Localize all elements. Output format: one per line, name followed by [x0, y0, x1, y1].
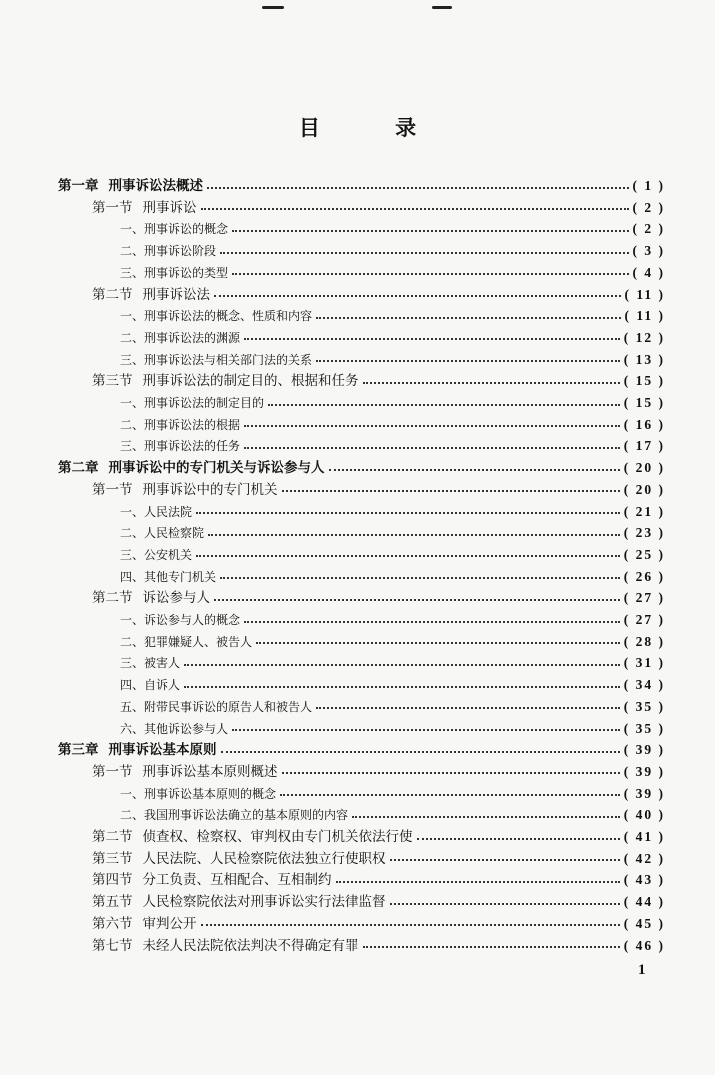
toc-entry-section [92, 371, 665, 391]
toc-entry-number: 四、 [120, 569, 145, 584]
toc-entry-title: 诉讼参与人的概念 [144, 613, 241, 627]
toc-entry-page: ( 40 ) [623, 807, 665, 823]
toc-entry-title: 分工负责、互相配合、互相制约 [142, 872, 332, 889]
toc-entry-page: ( 27 ) [623, 590, 665, 606]
toc-entry-item [120, 263, 665, 283]
toc-entry-item [120, 415, 665, 435]
toc-entry-page: ( 39 ) [623, 763, 665, 779]
toc-entry-item [120, 436, 665, 456]
toc-entry-number: 二、 [120, 244, 145, 259]
dot-leader [280, 794, 620, 796]
toc-entry-page: ( 21 ) [623, 503, 665, 519]
toc-entry-title: 刑事诉讼法与相关部门法的关系 [144, 352, 313, 367]
toc-entry-title: 刑事诉讼法的渊源 [144, 330, 241, 345]
toc-entry-title: 人民检察院依法对刑事诉讼实行法律监督 [142, 894, 386, 911]
dot-leader [390, 903, 620, 905]
toc-entry-title: 刑事诉讼的类型 [144, 265, 229, 280]
toc-entry-page: ( 25 ) [623, 546, 665, 562]
toc-entry-chapter [58, 176, 665, 196]
toc-entry-page: ( 2 ) [632, 199, 665, 215]
toc-entry-page: ( 45 ) [623, 915, 665, 931]
dot-leader [316, 360, 620, 362]
dot-leader [208, 534, 620, 536]
toc-entry-section [92, 285, 665, 305]
toc-entry-page: ( 11 ) [624, 286, 665, 302]
toc-entry-title: 刑事诉讼法的根据 [144, 417, 241, 432]
toc-entry-section [92, 849, 665, 869]
toc-entry-page: ( 27 ) [623, 612, 665, 627]
toc-entry-title: 刑事诉讼中的专门机关 [142, 481, 278, 498]
toc-entry-title: 人民法院 [144, 504, 193, 519]
toc-entry-title: 刑事诉讼中的专门机关与诉讼参与人 [108, 460, 325, 477]
dot-leader [232, 729, 620, 731]
toc-entry-page: ( 44 ) [623, 894, 665, 910]
dot-leader [244, 338, 620, 340]
toc-entry-page: ( 42 ) [623, 850, 665, 866]
toc-entry-title: 刑事诉讼 [142, 199, 197, 216]
toc-entry-item [120, 784, 665, 804]
toc-entry-title: 人民法院、人民检察院依法独立行使职权 [142, 850, 386, 867]
toc-entry-title: 自诉人 [144, 678, 181, 693]
dot-leader [184, 664, 620, 666]
toc-entry-section [92, 588, 665, 608]
toc-entry-number: 一、 [120, 613, 145, 627]
toc-entry-number: 第六节 [92, 915, 133, 932]
toc-entry-page: ( 13 ) [623, 351, 665, 367]
toc-entry-section [92, 936, 665, 956]
dot-leader [352, 816, 620, 818]
toc-entry-number: 三、 [120, 656, 145, 671]
toc-entry-page: ( 39 ) [623, 785, 665, 801]
toc-entry-page: ( 35 ) [623, 698, 665, 714]
toc-entry-title: 我国刑事诉讼法确立的基本原则的内容 [144, 808, 349, 823]
toc-entry-number: 二、 [120, 526, 145, 541]
toc-entry-number: 一、 [120, 396, 145, 410]
toc-entry-number: 三、 [120, 265, 145, 280]
toc-entry-title: 犯罪嫌疑人、被告人 [144, 634, 253, 649]
toc-entry-title: 刑事诉讼基本原则概述 [142, 763, 278, 780]
toc-entry-number: 第二章 [58, 460, 99, 477]
toc-entry-item [120, 653, 665, 673]
page-number: 1 [638, 962, 646, 978]
toc-entry-title: 审判公开 [142, 915, 197, 932]
toc-entry-number: 三、 [120, 547, 145, 562]
toc-entry-section [92, 198, 665, 218]
toc-entry-item [120, 219, 665, 239]
dot-leader [282, 772, 620, 774]
dot-leader [363, 946, 620, 948]
dot-leader [363, 382, 620, 384]
toc-entry-page: ( 28 ) [623, 633, 665, 649]
toc-entry-number: 第三节 [92, 850, 133, 867]
toc-entry-page: ( 31 ) [623, 655, 665, 671]
toc-entry-number: 一、 [120, 222, 145, 237]
toc-entry-section [92, 480, 665, 500]
toc-entry-title: 其他专门机关 [144, 569, 217, 584]
toc-entry-title: 诉讼参与人 [142, 590, 210, 607]
dot-leader [336, 881, 620, 883]
toc-entry-title: 人民检察院 [144, 526, 205, 541]
page-title: 目 录 [298, 116, 451, 140]
toc-entry-page: ( 1 ) [632, 178, 665, 193]
toc-entry-page: ( 39 ) [623, 742, 665, 758]
toc-entry-number: 第二节 [92, 829, 133, 845]
toc-entry-page: ( 20 ) [623, 460, 665, 476]
toc-entry-item [120, 393, 665, 413]
toc-entry-section [92, 914, 665, 934]
toc-entry-item [120, 306, 665, 326]
toc-entry-page: ( 15 ) [623, 395, 665, 410]
toc-entry-number: 第五节 [92, 894, 133, 911]
toc-entry-item [120, 350, 665, 370]
toc-entry-page: ( 26 ) [623, 568, 665, 584]
dot-leader [221, 751, 620, 753]
toc-entry-title: 公安机关 [144, 547, 193, 562]
toc-entry-page: ( 20 ) [623, 481, 665, 497]
toc-entry-number: 第三节 [92, 373, 133, 390]
toc-entry-page: ( 2 ) [632, 221, 665, 237]
toc-entry-chapter [58, 740, 665, 760]
dot-leader [417, 838, 620, 840]
dot-leader [232, 273, 628, 275]
toc-entry-page: ( 4 ) [632, 264, 665, 280]
toc-entry-item [120, 545, 665, 565]
toc-entry-number: 一、 [120, 786, 145, 801]
dot-leader [316, 317, 620, 319]
toc-entry-number: 三、 [120, 439, 145, 454]
dot-leader [329, 469, 620, 471]
dot-leader [244, 447, 620, 449]
toc-entry-page: ( 17 ) [623, 438, 665, 454]
toc-entry-number: 四、 [120, 678, 145, 693]
dot-leader [207, 187, 629, 189]
toc-entry-section [92, 827, 665, 847]
dot-leader [201, 208, 629, 210]
toc-entry-item [120, 567, 665, 587]
toc-entry-number: 一、 [120, 504, 145, 519]
toc-entry-item [120, 632, 665, 652]
toc-entry-title: 刑事诉讼的概念 [144, 222, 229, 237]
dot-leader [220, 577, 620, 579]
toc-entry-page: ( 43 ) [623, 872, 665, 888]
toc-entry-title: 刑事诉讼法 [142, 286, 210, 303]
toc-entry-title: 刑事诉讼基本原则的概念 [144, 786, 277, 801]
toc-entry-title: 附带民事诉讼的原告人和被告人 [144, 699, 313, 714]
toc-entry-section [92, 892, 665, 912]
toc-entry-number: 二、 [120, 330, 145, 345]
toc-entry-page: ( 35 ) [623, 720, 665, 736]
toc-entry-number: 一、 [120, 309, 145, 324]
toc-entry-page: ( 16 ) [623, 416, 665, 432]
toc-entry-number: 第二节 [92, 286, 133, 303]
toc-entry-page: ( 11 ) [624, 308, 665, 324]
dot-leader [244, 425, 620, 427]
dot-leader [201, 924, 620, 926]
toc-entry-title: 未经人民法院依法判决不得确定有罪 [142, 937, 359, 954]
toc-entry-page: ( 3 ) [632, 243, 665, 259]
dot-leader [268, 404, 620, 406]
toc-entry-page: ( 23 ) [623, 525, 665, 541]
dot-leader [282, 490, 620, 492]
toc-entry-item [120, 610, 665, 630]
toc-entry-number: 三、 [120, 352, 145, 367]
toc-entry-item [120, 241, 665, 261]
toc-entry-number: 第七节 [92, 937, 133, 954]
toc-entry-number: 第一章 [58, 178, 99, 194]
toc-entry-title: 刑事诉讼法的概念、性质和内容 [144, 309, 313, 324]
toc-entry-number: 第二节 [92, 590, 133, 607]
dot-leader [316, 707, 620, 709]
toc-entry-title: 刑事诉讼法的任务 [144, 439, 241, 454]
toc-entry-number: 二、 [120, 808, 145, 823]
toc-entry-item [120, 502, 665, 522]
toc-entry-section [92, 870, 665, 890]
toc-entry-number: 第一节 [92, 481, 133, 498]
toc-entry-title: 刑事诉讼阶段 [144, 244, 217, 259]
toc-entry-title: 被害人 [144, 656, 181, 671]
dot-leader [214, 295, 621, 297]
toc-entry-item [120, 719, 665, 739]
toc-entry-page: ( 46 ) [623, 937, 665, 953]
toc-entry-item [120, 523, 665, 543]
dot-leader [256, 642, 620, 644]
toc-entry-title: 刑事诉讼基本原则 [108, 742, 217, 759]
toc-entry-item [120, 697, 665, 717]
scan-artifact-mark [432, 6, 452, 9]
dot-leader [196, 555, 620, 557]
toc-entry-item [120, 328, 665, 348]
toc-entry-number: 第一节 [92, 199, 133, 216]
dot-leader [244, 621, 620, 623]
toc-entry-number: 二、 [120, 417, 145, 432]
toc-entry-title: 刑事诉讼法的制定目的 [144, 396, 265, 410]
dot-leader [232, 230, 628, 232]
dot-leader [184, 686, 620, 688]
dot-leader [196, 512, 620, 514]
toc-entry-title: 刑事诉讼法概述 [108, 178, 203, 194]
toc-entry-section [92, 762, 665, 782]
toc-entry-chapter [58, 458, 665, 478]
scan-artifact-mark [262, 6, 284, 9]
toc-entry-number: 二、 [120, 634, 145, 649]
toc-entry-title: 刑事诉讼法的制定目的、根据和任务 [142, 373, 359, 390]
toc-entry-page: ( 12 ) [623, 329, 665, 345]
toc-entry-number: 第一节 [92, 763, 133, 780]
dot-leader [220, 252, 628, 254]
toc-entry-item [120, 805, 665, 825]
toc-entry-page: ( 41 ) [623, 829, 665, 844]
toc-entry-number: 第三章 [58, 742, 99, 759]
toc-entry-number: 第四节 [92, 872, 133, 889]
toc-entry-page: ( 34 ) [623, 677, 665, 693]
toc-entry-number: 五、 [120, 699, 145, 714]
toc-entry-number: 六、 [120, 721, 145, 736]
dot-leader [214, 599, 620, 601]
toc-entry-title: 侦查权、检察权、审判权由专门机关依法行使 [142, 829, 413, 845]
toc-entry-item [120, 675, 665, 695]
toc-entry-page: ( 15 ) [623, 373, 665, 389]
dot-leader [390, 859, 620, 861]
toc-entry-title: 其他诉讼参与人 [144, 721, 229, 736]
